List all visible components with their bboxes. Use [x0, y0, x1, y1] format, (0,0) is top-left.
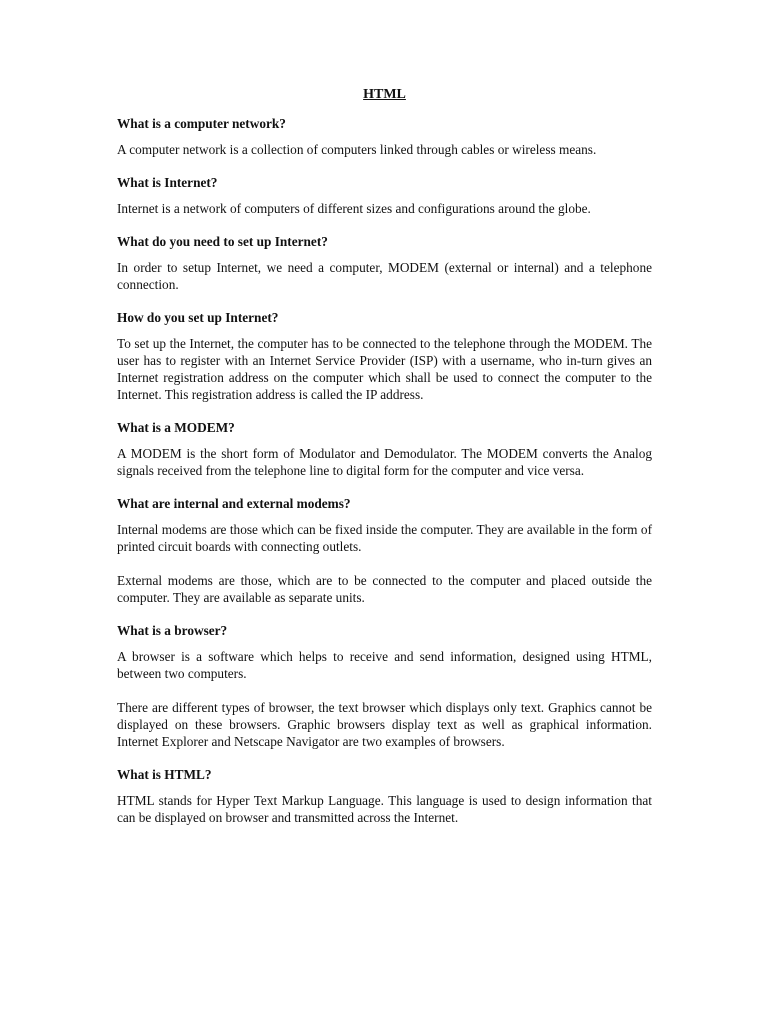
answer-paragraph: Internet is a network of computers of different sizes and configurations around the globe. — [117, 201, 591, 216]
section-modem — [117, 419, 652, 479]
section-internet — [117, 174, 652, 217]
answer-paragraph: A MODEM is the short form of Modulator and Demodulator. The MODEM converts the Analog signals received from the telephone line to digital form for the computer and vice versa. — [117, 446, 652, 478]
answer-paragraph: A browser is a software which helps to receive and send information, designed using HTML, between two computers. — [117, 649, 652, 681]
section-html — [117, 766, 652, 826]
question-heading: What are internal and external modems? — [117, 496, 351, 511]
answer-paragraph: A computer network is a collection of computers linked through cables or wireless means. — [117, 142, 597, 157]
section-setup-requirements — [117, 233, 652, 293]
section-browser — [117, 622, 652, 750]
answer-paragraph: External modems are those, which are to be connected to the computer and placed outside the computer. They are available as separate units. — [117, 573, 652, 605]
question-heading: What is a browser? — [117, 623, 228, 638]
answer-paragraph: HTML stands for Hyper Text Markup Language. This language is used to design information that can be displayed on browser and transmitted across the Internet. — [117, 793, 652, 825]
answer-paragraph: In order to setup Internet, we need a computer, MODEM (external or internal) and a telephone connection. — [117, 260, 652, 292]
answer-paragraph: To set up the Internet, the computer has to be connected to the telephone through the MODEM. The user has to register with an Internet Service Provider (ISP) with a username, who in-turn gives an Internet registration address on the computer which shall be used to connect the computer to the Internet. This registration address is called the IP address. — [117, 336, 652, 402]
document-body — [117, 86, 652, 842]
question-heading: How do you set up Internet? — [117, 310, 279, 325]
question-heading: What is a computer network? — [117, 116, 286, 131]
document-title: HTML — [363, 87, 406, 102]
question-heading: What is Internet? — [117, 175, 218, 190]
question-heading: What is a MODEM? — [117, 420, 235, 435]
answer-paragraph: There are different types of browser, the text browser which displays only text. Graphics cannot be displayed on these browsers. Graphic browsers display text as well as graphical information. Internet Explorer and Netscape Navigator are two examples of browsers. — [117, 700, 652, 749]
answer-paragraph: Internal modems are those which can be fixed inside the computer. They are available in the form of printed circuit boards with connecting outlets. — [117, 522, 652, 554]
question-heading: What do you need to set up Internet? — [117, 234, 328, 249]
section-setup-process — [117, 309, 652, 403]
section-computer-network — [117, 115, 652, 158]
question-heading: What is HTML? — [117, 767, 212, 782]
section-modem-types — [117, 495, 652, 606]
